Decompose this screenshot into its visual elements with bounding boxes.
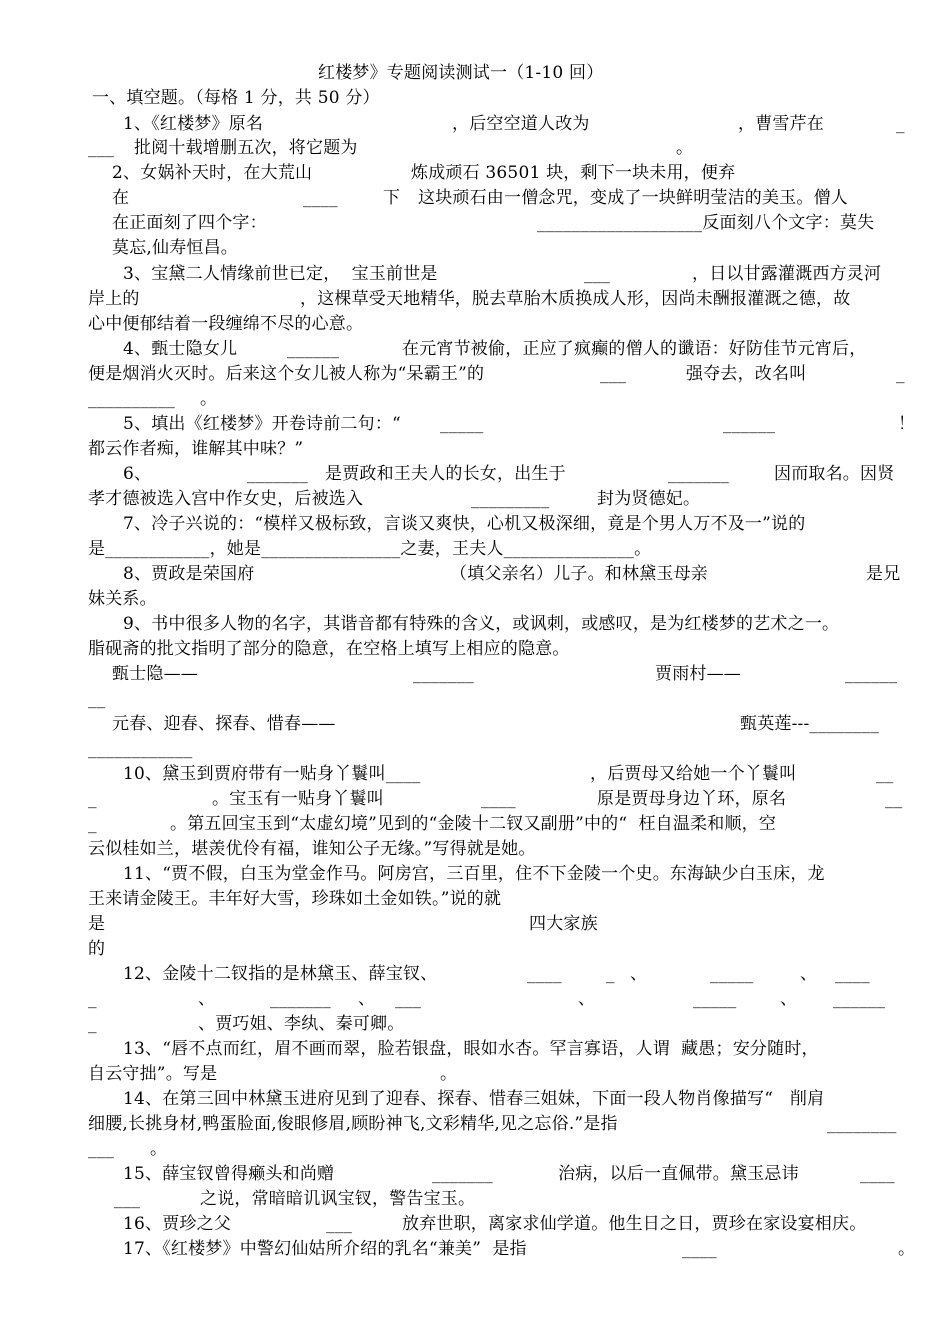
text: 5、填出《红楼梦》开卷诗前二句：“ — [123, 414, 401, 434]
text: 是 — [88, 914, 106, 934]
blank: ____ — [682, 1239, 717, 1259]
text: 四大家族 — [529, 914, 598, 934]
text: 孝才德被选入宫中作女史，后被选入 — [88, 489, 364, 509]
text: 4、甄士隐女儿 — [123, 339, 238, 359]
text: ，后空空道人改为 — [452, 114, 590, 134]
blank: _ — [606, 964, 615, 984]
blank: ________ — [827, 1114, 897, 1134]
blank: _____ — [710, 964, 754, 984]
blank: _ — [88, 814, 97, 834]
text: 自云守拙”。写是 — [88, 1064, 218, 1084]
blank: ___ — [395, 989, 422, 1009]
text: 妹关系。 — [88, 589, 157, 609]
blank: ___ — [326, 1214, 353, 1234]
text: 是贾政和王夫人的长女，出生于 — [325, 464, 566, 484]
text: 。宝玉有一贴身丫鬟叫 — [212, 789, 384, 809]
page-title: 红楼梦》专题阅读测试一（1-10 回） — [318, 63, 604, 83]
text: 细腰,长挑身材,鸭蛋脸面,俊眼修眉,顾盼神飞,文彩精华,见之忘俗.”是指 — [88, 1114, 618, 1134]
text: 在 — [112, 188, 130, 208]
text: 在正面刻了四个字： — [112, 213, 267, 233]
blank: ___ — [584, 264, 611, 284]
blank: _______ — [247, 464, 308, 484]
blank: ____ — [860, 1164, 895, 1184]
text: ，这棵草受天地精华，脱去草胎木质换成人形，因尚未酬报灌溉之德，故 — [300, 289, 851, 309]
blank: ___ — [88, 1139, 115, 1159]
text: ，日以甘露灌溉西方灵河 — [692, 264, 882, 284]
text: 17、《红楼梦》中警幻仙姑所介绍的乳名“兼美” 是指 — [123, 1239, 527, 1259]
text: 、 — [780, 989, 798, 1009]
text: 元春、迎春、探春、惜春—— — [112, 714, 336, 734]
text: ___________________反面刻八个文字：莫失 — [537, 213, 875, 233]
blank: ___ — [114, 1189, 141, 1209]
text: 莫忘,仙寿恒昌。 — [112, 238, 239, 258]
text: 13、“唇不点而红，眉不画而翠，脸若银盘，眼如水杏。罕言寡语，人谓 藏愚；安分随时， — [123, 1039, 819, 1059]
text: 岸上的 — [88, 289, 140, 309]
text: 。 — [150, 1139, 168, 1159]
text: 治病，以后一直佩带。黛玉忌讳 — [558, 1164, 799, 1184]
blank: __ — [876, 764, 894, 784]
text: 、 — [198, 989, 216, 1009]
text: ！ — [898, 414, 916, 434]
text: 下 — [383, 188, 401, 208]
blank: _ — [896, 114, 905, 134]
blank: __________ — [88, 389, 175, 409]
text: 16、贾珍之父 — [123, 1214, 232, 1234]
blank: ____________ — [88, 739, 193, 759]
blank: ______ — [833, 989, 886, 1009]
text: ，后贾母又给她一个丫鬟叫 — [590, 764, 797, 784]
text: 1、《红楼梦》原名 — [123, 114, 264, 134]
blank: _______ — [413, 664, 474, 684]
blank: _______ — [270, 989, 331, 1009]
text: 。 — [440, 1064, 458, 1084]
text: 是兄 — [866, 564, 901, 584]
blank: _ — [88, 989, 97, 1009]
text: 便是烟消火灭时。后来这个女儿被人称为“呆霸王”的 — [88, 364, 485, 384]
blank: _ — [88, 789, 97, 809]
blank: __ — [88, 689, 106, 709]
text: 3、宝黛二人情缘前世已定， 宝玉前世是 — [123, 264, 438, 284]
text: 王来请金陵王。丰年好大雪，珍珠如土金如铁。”说的就 — [88, 889, 502, 909]
text: 甄士隐—— — [112, 664, 198, 684]
blank: _ — [896, 364, 905, 384]
text: 15、薛宝钗曾得癞头和尚赠 — [123, 1164, 335, 1184]
blank: _______ — [432, 1164, 493, 1184]
text: 放弃世职，离家求仙学道。他生日之日，贾珍在家设宴相庆。 — [402, 1214, 867, 1234]
blank: _________ — [471, 489, 550, 509]
text: 11、“贾不假，白玉为堂金作马。阿房宫，三百里，住不下金陵一个史。东海缺少白玉床，龙 — [123, 864, 825, 884]
text: 的 — [88, 939, 106, 959]
text: 脂砚斋的批文指明了部分的隐意，在空格上填写上相应的隐意。 — [88, 639, 570, 659]
text: ，曹雪芹在 — [738, 114, 824, 134]
text: 、 — [578, 989, 596, 1009]
text: 8、贾政是荣国府 — [123, 564, 255, 584]
text: 。第五回宝玉到“太虚幻境”见到的“金陵十二钗又副册”中的“ 枉自温柔和顺，空 — [170, 814, 777, 834]
blank: ____ — [481, 789, 516, 809]
text: 原是贾母身边丫环，原名 — [597, 789, 787, 809]
blank: ___ — [600, 364, 627, 384]
text: 。 — [676, 138, 694, 158]
text: 、贾巧姐、李纨、秦可卿。 — [198, 1014, 405, 1034]
text: 。 — [200, 389, 218, 409]
text: 之说，常暗暗讥讽宝钗，警告宝玉。 — [200, 1189, 476, 1209]
text: 、 — [630, 964, 648, 984]
blank: _ — [88, 1014, 97, 1034]
text: 炼成顽石 36501 块，剩下一块未用，便弃 — [411, 163, 736, 183]
text: 因而取名。因贤 — [774, 464, 895, 484]
blank: _____ — [440, 414, 484, 434]
blank: ______ — [723, 414, 776, 434]
blank: __ — [885, 789, 903, 809]
text: 、 — [358, 989, 376, 1009]
text: 都云作者痴，谁解其中味？” — [88, 439, 304, 459]
text: 6、 — [123, 464, 152, 484]
text: 这块顽石由一僧念咒，变成了一块鲜明莹洁的美玉。僧人 — [418, 188, 848, 208]
text: 9、书中很多人物的名字，其谐音都有特殊的含义，或讽刺，或感叹，是为红楼梦的艺术之一。 — [123, 614, 840, 634]
blank: ______ — [845, 664, 898, 684]
text: 。 — [898, 1239, 916, 1259]
text: （填父亲名）儿子。和林黛玉母亲 — [450, 564, 708, 584]
text: 是____________，她是________________之妻，王夫人_______________。 — [88, 539, 652, 559]
blank: ____ — [303, 188, 338, 208]
text: 、 — [800, 964, 818, 984]
text: 云似桂如兰，堪羡优伶有福，谁知公子无缘。”写得就是她。 — [88, 839, 536, 859]
text: 封为贤德妃。 — [597, 489, 701, 509]
blank: _______ — [668, 464, 729, 484]
blank: ____ — [835, 964, 870, 984]
text: 甄英莲---________ — [740, 714, 880, 734]
text: 贾雨村—— — [655, 664, 741, 684]
text: 10、黛玉到贾府带有一贴身丫鬟叫____ — [123, 764, 421, 784]
text: 2、女娲补天时，在大荒山 — [112, 163, 313, 183]
text: 批阅十载增删五次，将它题为 — [134, 138, 358, 158]
blank: _____ — [693, 989, 737, 1009]
text: 12、金陵十二钗指的是林黛玉、薛宝钗、 — [123, 964, 438, 984]
blank: ___ — [88, 138, 115, 158]
text: 强夺去，改名叫 — [686, 364, 807, 384]
blank: ______ — [287, 339, 340, 359]
text: 心中便郁结着一段缠绵不尽的心意。 — [88, 314, 364, 334]
section-heading: 一、填空题。（每格 1 分，共 50 分） — [92, 88, 380, 108]
text: 14、在第三回中林黛玉进府见到了迎春、探春、惜春三姐妹，下面一段人物肖像描写“ 削肩 — [123, 1089, 825, 1109]
blank: ____ — [527, 964, 562, 984]
text: 在元宵节被偷，正应了疯癫的僧人的谶语：好防佳节元宵后， — [402, 339, 867, 359]
text: 7、冷子兴说的：“模样又极标致，言谈又爽快，心机又极深细，竟是个男人万不及一”说的 — [123, 514, 806, 534]
